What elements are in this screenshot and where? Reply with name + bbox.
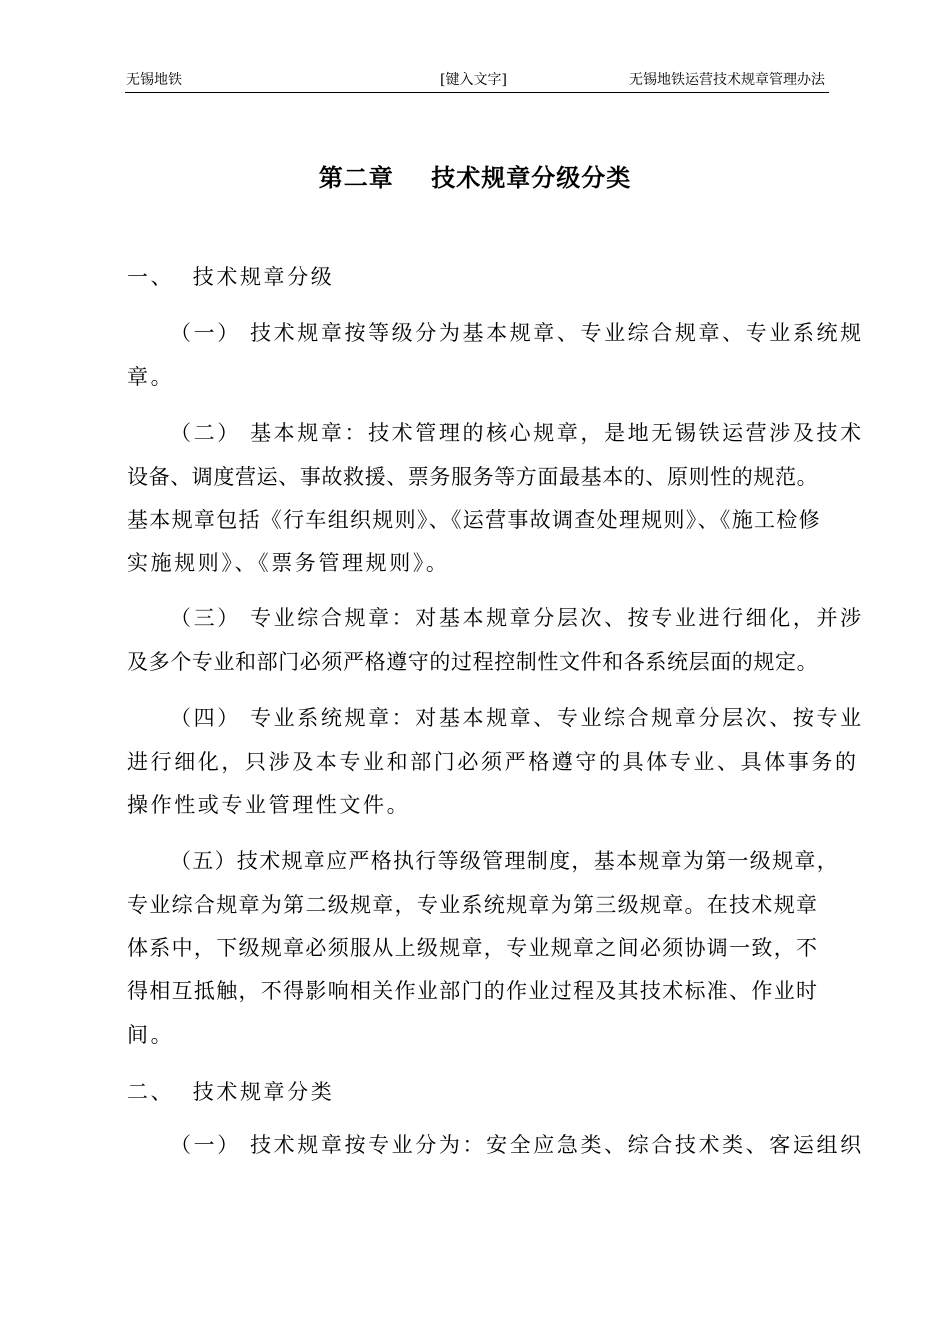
paragraph-3-line-2: 及多个专业和部门必须严格遵守的过程控制性文件和各系统层面的规定。 [127, 650, 819, 674]
paragraph-1-line-2: 章。 [127, 365, 175, 389]
paragraph-5-line-4: 得相互抵触，不得影响相关作业部门的作业过程及其技术标准、作业时 [127, 979, 819, 1003]
section-heading-1: 一、 技术规章分级 [127, 265, 335, 289]
header-center-text: [键入文字] [440, 72, 507, 88]
paragraph-3-line-1: （三） 专业综合规章：对基本规章分层次、按专业进行细化，并涉 [170, 606, 864, 630]
paragraph-5-line-1: （五）技术规章应严格执行等级管理制度，基本规章为第一级规章， [170, 849, 839, 873]
paragraph-4-line-3: 操作性或专业管理性文件。 [127, 793, 411, 817]
header-right-text: 无锡地铁运营技术规章管理办法 [629, 72, 825, 88]
paragraph-5-line-5: 间。 [127, 1023, 175, 1047]
chapter-title: 第二章 技术规章分级分类 [318, 164, 632, 192]
paragraph-6-line-1: （一） 技术规章按专业分为：安全应急类、综合技术类、客运组织 [170, 1133, 864, 1157]
paragraph-2-line-3: 基本规章包括《行车组织规则》、《运营事故调查处理规则》、《施工检修 [127, 508, 821, 532]
section-heading-2: 二、 技术规章分类 [127, 1080, 335, 1104]
header-left-text: 无锡地铁 [126, 72, 182, 88]
paragraph-5-line-3: 体系中，下级规章必须服从上级规章，专业规章之间必须协调一致，不 [127, 936, 819, 960]
paragraph-2-line-4: 实施规则》、《票务管理规则》。 [127, 551, 450, 575]
paragraph-4-line-2: 进行细化，只涉及本专业和部门必须严格遵守的具体专业、具体事务的 [127, 750, 859, 774]
page-header [125, 70, 829, 93]
paragraph-4-line-1: （四） 专业系统规章：对基本规章、专业综合规章分层次、按专业 [170, 706, 864, 730]
paragraph-5-line-2: 专业综合规章为第二级规章，专业系统规章为第三级规章。在技术规章 [127, 893, 819, 917]
paragraph-2-line-1: （二） 基本规章：技术管理的核心规章，是地无锡铁运营涉及技术 [170, 421, 864, 445]
paragraph-2-line-2: 设备、调度营运、事故救援、票务服务等方面最基本的、原则性的规范。 [127, 465, 819, 489]
paragraph-1-line-1: （一） 技术规章按等级分为基本规章、专业综合规章、专业系统规 [170, 321, 864, 345]
